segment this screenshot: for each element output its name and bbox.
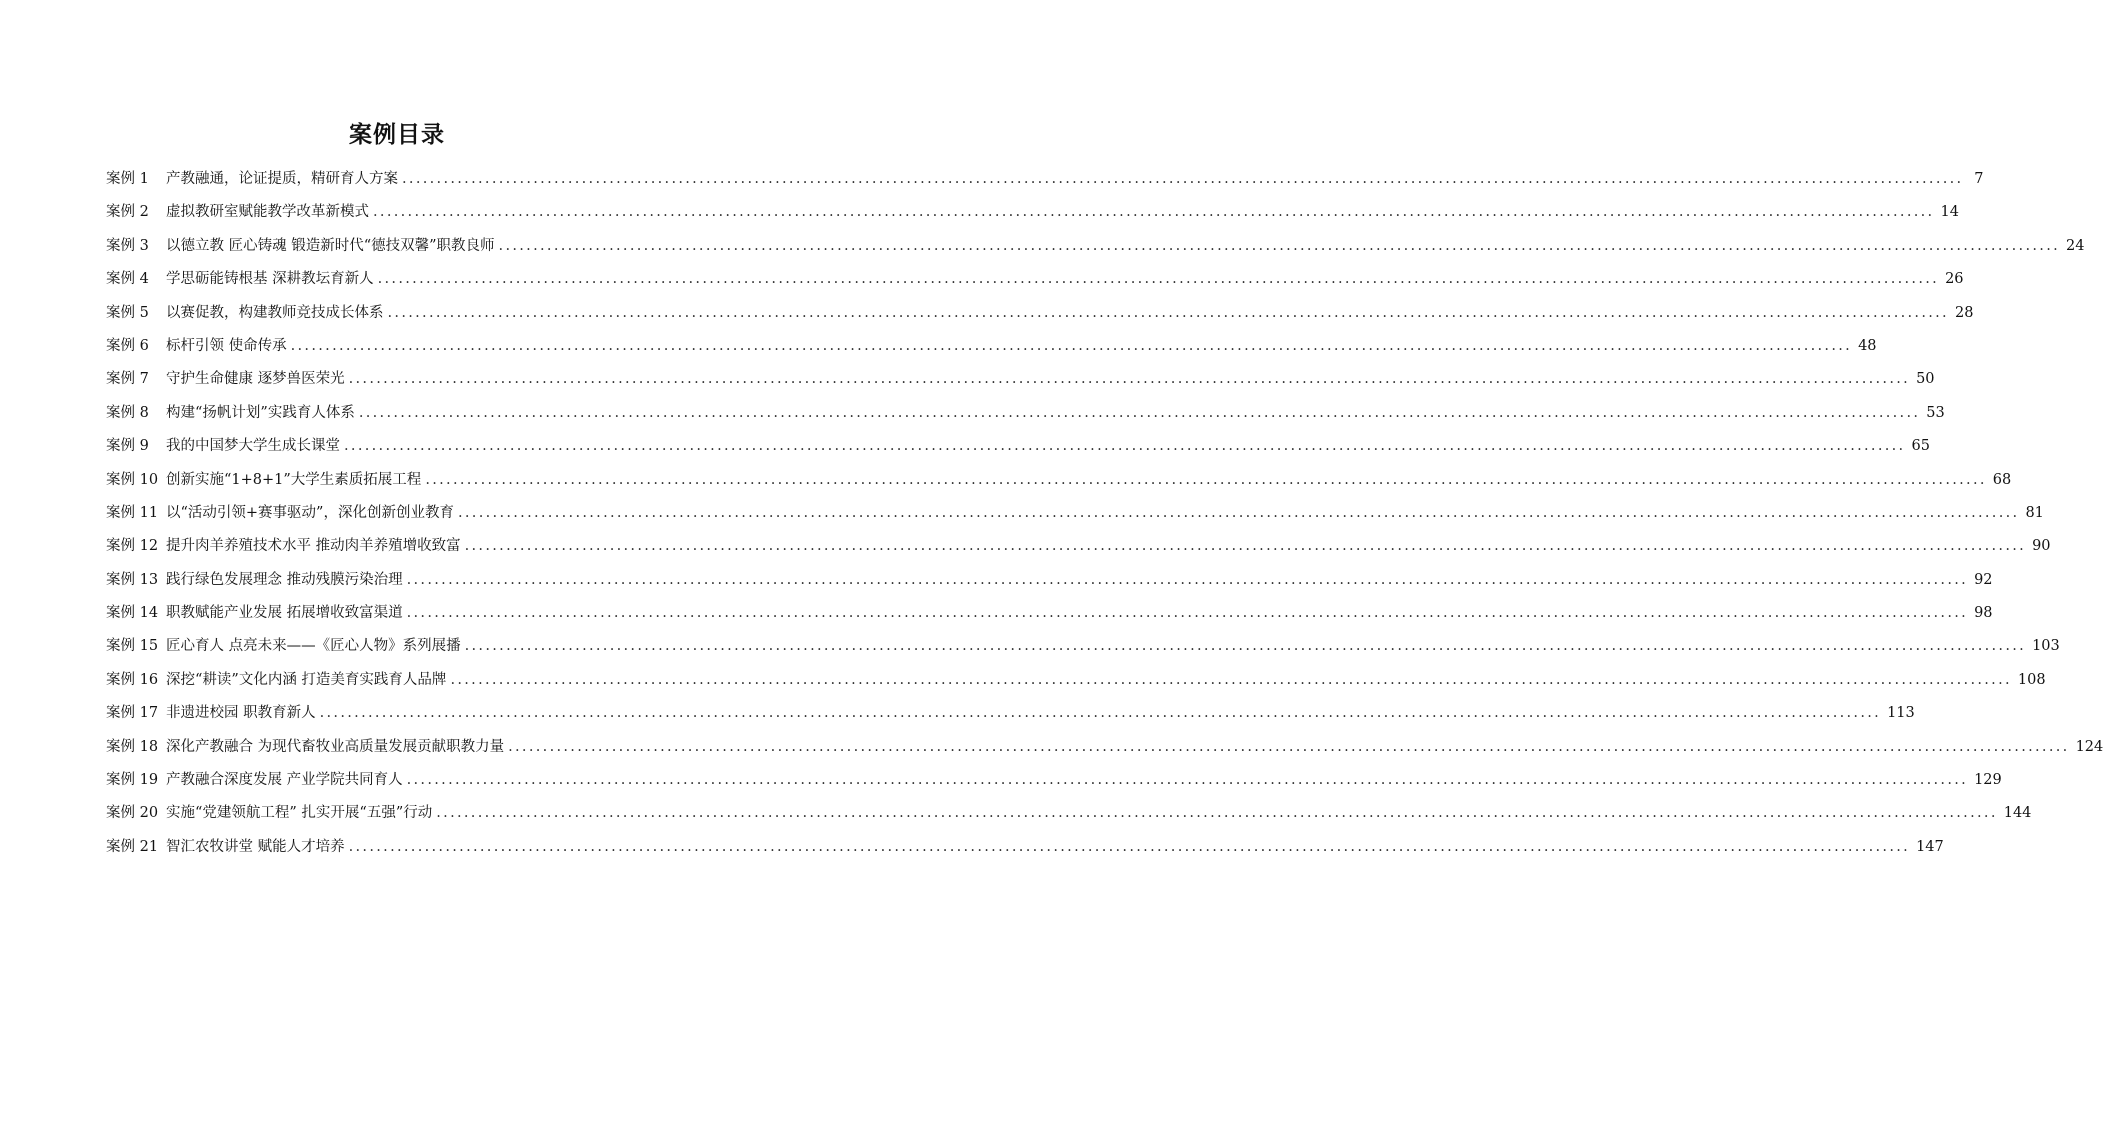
- toc-entry[interactable]: [106, 764, 2002, 797]
- page-number: 92: [1974, 571, 1993, 588]
- case-number: 案例 13: [106, 571, 159, 588]
- case-title: 以“活动引领+赛事驱动”，深化创新创业教育: [166, 504, 454, 521]
- case-number: 案例 7: [106, 371, 149, 388]
- case-title: 匠心育人 点亮未来——《匠心人物》系列展播: [166, 638, 461, 655]
- dot-leader: [458, 497, 2019, 530]
- case-title: 学思砺能铸根基 深耕教坛育新人: [166, 271, 374, 288]
- page-number: 53: [1926, 404, 1945, 421]
- case-number: 案例 2: [106, 204, 149, 221]
- page-number: 103: [2032, 638, 2060, 655]
- page-title: 案例目录: [349, 122, 445, 148]
- dot-leader: [499, 230, 2060, 263]
- case-number: 案例 8: [106, 404, 149, 421]
- dot-leader: [465, 630, 2026, 663]
- dot-leader: [378, 263, 1939, 296]
- page-number: 68: [1992, 471, 2012, 488]
- case-title: 创新实施“1+8+1”大学生素质拓展工程: [166, 471, 422, 488]
- case-title: 职教赋能产业发展 拓展增收致富渠道: [166, 605, 403, 622]
- case-title: 虚拟教研室赋能教学改革新模式: [166, 204, 369, 221]
- dot-leader: [425, 464, 1986, 497]
- table-of-contents: [106, 163, 2103, 864]
- page-number: 7: [1974, 171, 1984, 187]
- case-number: 案例 16: [106, 671, 159, 688]
- page-number: 50: [1916, 371, 1935, 388]
- page-number: 26: [1945, 271, 1964, 288]
- case-title: 构建“扬帆计划”实践育人体系: [166, 404, 355, 421]
- page-number: 129: [1974, 772, 2002, 789]
- case-number: 案例 14: [106, 605, 159, 622]
- case-title: 提升肉羊养殖技术水平 推动肉羊养殖增收致富: [166, 538, 461, 555]
- toc-entry[interactable]: [106, 697, 1915, 730]
- dot-leader: [349, 831, 1910, 864]
- page-number: 48: [1858, 337, 1877, 354]
- toc-entry[interactable]: [106, 363, 1935, 396]
- toc-entry[interactable]: [106, 196, 1959, 229]
- toc-entry[interactable]: [106, 430, 1930, 463]
- toc-entry[interactable]: [106, 464, 2012, 497]
- toc-entry[interactable]: [106, 630, 2060, 663]
- case-title: 我的中国梦大学生成长课堂: [166, 438, 340, 455]
- case-title: 守护生命健康 逐梦兽医荣光: [166, 371, 345, 388]
- dot-leader: [291, 330, 1852, 363]
- dot-leader: [349, 363, 1910, 396]
- case-number: 案例 17: [106, 705, 159, 722]
- case-number: 案例 11: [106, 504, 159, 521]
- toc-entry[interactable]: [106, 797, 2032, 830]
- dot-leader: [388, 297, 1949, 330]
- dot-leader: [465, 530, 2026, 563]
- toc-entry[interactable]: [106, 597, 1993, 630]
- toc-entry[interactable]: [106, 664, 2046, 697]
- case-number: 案例 1: [106, 171, 149, 187]
- case-title: 以德立教 匠心铸魂 锻造新时代“德技双馨”职教良师: [166, 237, 495, 254]
- page-number: 81: [2025, 504, 2044, 521]
- dot-leader: [402, 163, 1963, 196]
- dot-leader: [373, 196, 1934, 229]
- page-number: 14: [1940, 204, 1959, 221]
- case-number: 案例 3: [106, 237, 149, 254]
- page-number: 124: [2075, 738, 2103, 755]
- case-title: 践行绿色发展理念 推动残膜污染治理: [166, 571, 403, 588]
- page-number: 144: [2003, 805, 2032, 822]
- page-number: 113: [1887, 705, 1915, 722]
- case-number: 案例 10: [106, 471, 159, 488]
- case-number: 案例 18: [106, 738, 159, 755]
- toc-entry[interactable]: [106, 230, 2085, 263]
- case-number: 案例 12: [106, 538, 159, 555]
- dot-leader: [407, 564, 1968, 597]
- case-title: 产教融合深度发展 产业学院共同育人: [166, 772, 403, 789]
- page-number: 147: [1916, 838, 1944, 855]
- case-number: 案例 15: [106, 638, 159, 655]
- toc-entry[interactable]: [106, 297, 1974, 330]
- case-title: 深挖“耕读”文化内涵 打造美育实践育人品牌: [166, 671, 447, 688]
- dot-leader: [320, 697, 1881, 730]
- dot-leader: [407, 764, 1968, 797]
- case-title: 实施“党建领航工程” 扎实开展“五强”行动: [166, 805, 433, 822]
- dot-leader: [436, 797, 1997, 830]
- case-title: 深化产教融合 为现代畜牧业高质量发展贡献职教力量: [166, 738, 505, 755]
- dot-leader: [508, 731, 2069, 764]
- dot-leader: [407, 597, 1968, 630]
- case-number: 案例 9: [106, 438, 149, 455]
- toc-entry[interactable]: [106, 731, 2103, 764]
- toc-entry[interactable]: [106, 263, 1964, 296]
- toc-entry[interactable]: [106, 397, 1945, 430]
- dot-leader: [450, 664, 2011, 697]
- toc-entry[interactable]: [106, 530, 2051, 563]
- page-number: 24: [2066, 237, 2085, 254]
- toc-entry[interactable]: [106, 497, 2044, 530]
- case-number: 案例 21: [106, 838, 159, 855]
- case-number: 案例 19: [106, 772, 159, 789]
- toc-entry[interactable]: [106, 163, 1984, 196]
- case-number: 案例 20: [106, 805, 159, 822]
- case-title: 非遗进校园 职教育新人: [166, 705, 316, 722]
- toc-entry[interactable]: [106, 564, 1993, 597]
- case-number: 案例 4: [106, 271, 149, 288]
- case-number: 案例 5: [106, 304, 149, 321]
- page-number: 98: [1974, 605, 1993, 622]
- page-number: 65: [1911, 438, 1930, 455]
- toc-entry[interactable]: [106, 831, 1944, 864]
- dot-leader: [359, 397, 1920, 430]
- toc-entry[interactable]: [106, 330, 1877, 363]
- case-title: 以赛促教，构建教师竞技成长体系: [166, 304, 384, 321]
- case-title: 标杆引领 使命传承: [166, 337, 287, 354]
- page-number: 90: [2032, 538, 2051, 555]
- page-number: 28: [1954, 304, 1974, 321]
- page-number: 108: [2017, 671, 2046, 688]
- case-title: 产教融通，论证提质，精研育人方案: [166, 171, 398, 187]
- case-number: 案例 6: [106, 337, 149, 354]
- dot-leader: [344, 430, 1905, 463]
- case-title: 智汇农牧讲堂 赋能人才培养: [166, 838, 345, 855]
